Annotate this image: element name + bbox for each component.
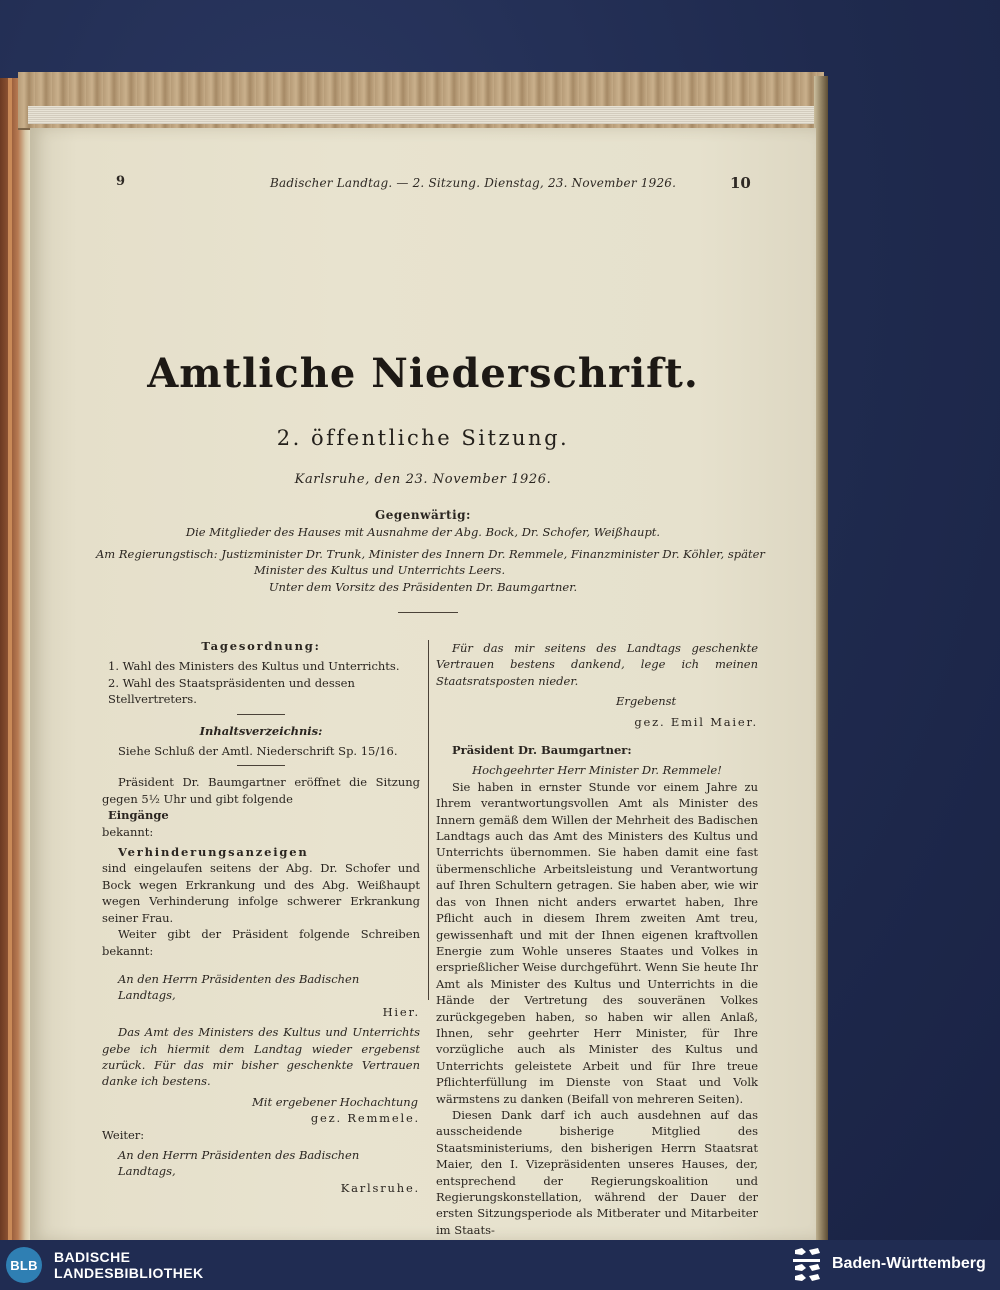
document-page (30, 128, 816, 1240)
book-spine-edge (0, 78, 30, 1240)
title-divider (398, 612, 458, 613)
page-number-left: 9 (116, 174, 126, 189)
members-line: Die Mitglieder des Hauses mit Ausnahme der Abg. Bock, Dr. Schofer, Weißhaupt. (185, 525, 661, 539)
section-rule (237, 765, 285, 766)
agenda-item: 2. Wahl des Staatspräsidenten und dessen Stellvertreters. (108, 675, 355, 707)
gov-line-2: Minister des Kultus und Unterrichts Leers. (254, 563, 506, 577)
place-date: Karlsruhe, den 23. November 1926. (294, 472, 552, 487)
speaker-name: Präsident Dr. Baumgartner: (452, 743, 632, 758)
main-title: Amtliche Niederschrift. (147, 350, 699, 397)
letter1-address: An den Herrn Präsidenten des Badischen Landtags, (118, 971, 360, 1003)
letter1-place: Hier. (382, 1004, 420, 1019)
library-name-line-1: BADISCHE (54, 1249, 131, 1265)
speech-salutation: Hochgeehrter Herr Minister Dr. Remmele! (472, 763, 722, 778)
government-table (96, 546, 766, 578)
gov-line-1: Justizminister Dr. Trunk, Minister des Innern Dr. Remmele, Finanzminister Dr. Köhler, später (221, 547, 765, 561)
absence-text: sind eingelaufen seitens der Abg. Dr. Schofer und Bock wegen Erkrankung und des Abg. Weißhaupt wegen Verhinderung infolge schwerer Erkrankung seiner Frau. (102, 861, 420, 925)
incoming-heading: Eingänge (108, 808, 169, 823)
absence-heading: Verhinderungsanzeigen (118, 845, 309, 860)
opening-text: Präsident Dr. Baumgartner eröffnet die Sitzung gegen 5½ Uhr und gibt folgende (102, 775, 420, 806)
state-emblem-icon (790, 1246, 824, 1284)
letter2-place: Karlsruhe. (340, 1180, 420, 1195)
speech-paragraph-1: Sie haben in ernster Stunde vor einem Jahre zu Ihrem verantwortungsvollen Amt als Minister des Innern gemäß dem Willen der Mehrheit des Badischen Landtags auch das Amt des Ministers des Kultus und Unterrichts übernommen. Sie haben damit eine fast übermenschliche Arbeitsleistung und Verantwortung auf Ihren Schultern getragen. Sie haben aber, wie wir das von Ihnen nicht anders erwartet haben, Ihre Pflicht auch in diesem Ihrem zweiten Amt treu, gewissenhaft und mit der Ihnen eigenen kraftvollen Energie zum Wohle unseres Staates und Volkes in ersprießlicher Weise durchgeführt. Wenn Sie heute Ihr Amt als Minister des Kultus und Unterrichts in die Hände der Vertretung des souveränen Volkes zurückgegeben haben, so haben wir allen Anlaß, Ihnen, sehr geehrter Herr Minister, für Ihre vorzügliche auch als Minister des Kultus und Unterrichts geleistete Arbeit und für Ihre treue Pflichterfüllung im Dienste von Staat und Volk wärmstens zu danken (Beifall von mehreren Seiten). (436, 779, 758, 1106)
page-number-right: 10 (730, 174, 751, 192)
footer-bar (0, 1240, 1000, 1290)
gov-label: Am Regierungstisch: (96, 547, 218, 561)
state-name[interactable]: Baden-Württemberg (832, 1255, 986, 1272)
letter1-body: Das Amt des Ministers des Kultus und Unterrichts gebe ich hiermit dem Landtag wieder ergebenst zurück. Für das mir bisher geschenkte Vertrauen danke ich bestens. (102, 1025, 420, 1089)
library-name[interactable] (54, 1249, 204, 1281)
agenda-heading: Tagesordnung: (201, 639, 321, 653)
further2-text: Weiter: (102, 1127, 145, 1142)
blb-logo[interactable]: BLB (6, 1247, 42, 1283)
right-column (436, 640, 758, 1238)
toc-heading: Inhaltsverzeichnis: (199, 723, 323, 738)
letter2-body: Für das mir seitens des Landtags geschenkte Vertrauen bestens dankend, lege ich meinen Staatsratsposten nieder. (436, 641, 758, 688)
letter2-address: An den Herrn Präsidenten des Badischen Landtags, (118, 1147, 360, 1179)
session-title: 2. öffentliche Sitzung. (276, 426, 570, 450)
letter1-closing: Mit ergebener Hochachtung (252, 1094, 419, 1109)
running-title: Badischer Landtag. — 2. Sitzung. Dienstag, 23. November 1926. (270, 176, 677, 190)
letter2-signature: gez. Emil Maier. (634, 714, 758, 729)
left-column (102, 638, 420, 1196)
column-divider (428, 640, 429, 1000)
toc-text: Siehe Schluß der Amtl. Niederschrift Sp. 15/16. (118, 744, 398, 759)
speech-paragraph-2: Diesen Dank darf ich auch ausdehnen auf das ausscheidende bisherige Mitglied des Staatsministeriums, den bisherigen Herrn Staatsrat Maier, den I. Vizepräsidenten unseres Hauses, der, entsprechend der Regierungskoalition und Regierungskonstellation, während der Dauer der ersten Sitzungsperiode als Mitberater und Mitarbeiter im Staats- (436, 1107, 758, 1237)
agenda-item: 1. Wahl des Ministers des Kultus und Unterrichts. (108, 659, 400, 674)
letter2-closing: Ergebenst (616, 694, 677, 709)
book-right-edge (814, 76, 828, 1240)
section-rule (237, 714, 285, 715)
present-heading: Gegenwärtig: (375, 508, 471, 522)
letter1-signature: gez. Remmele. (310, 1111, 420, 1126)
library-name-line-2: LANDESBIBLIOTHEK (54, 1265, 204, 1281)
further-text: Weiter gibt der Präsident folgende Schreiben bekannt: (102, 927, 420, 958)
known-text: bekannt: (102, 824, 154, 839)
book-top-edge (18, 72, 824, 130)
chair-line: Unter dem Vorsitz des Präsidenten Dr. Baumgartner. (268, 580, 578, 594)
